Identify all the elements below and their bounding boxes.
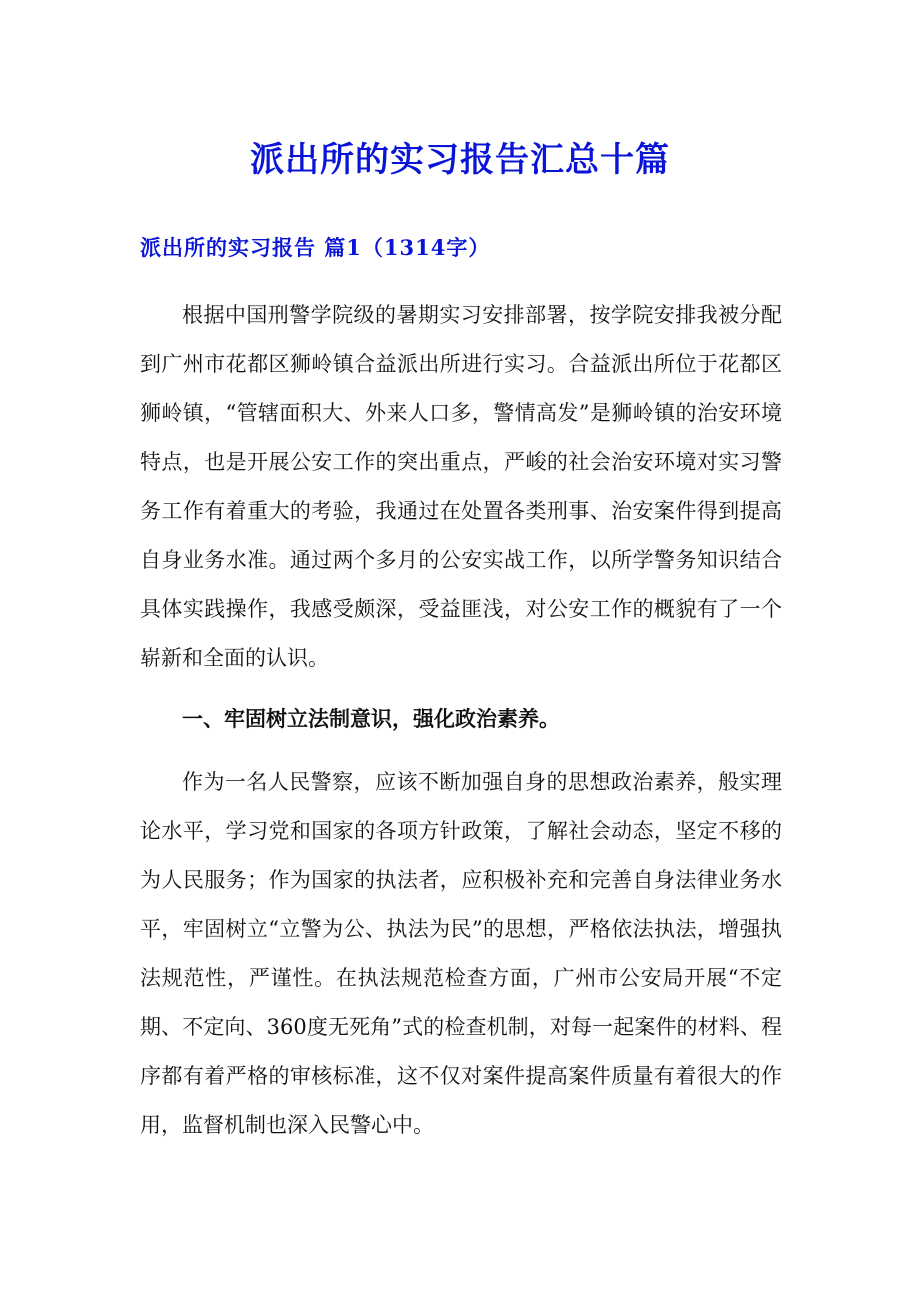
body-paragraph-1: 根据中国刑警学院级的暑期实习安排部署，按学院安排我被分配到广州市花都区狮岭镇合益派出所进行实习。合益派出所位于花都区狮岭镇，“管辖面积大、外来人口多，警情高发”是狮岭镇的治安环境特点，也是开展公安工作的突出重点，严峻的社会治安环境对实习警务工作有着重大的考验，我通过在处置各类刑事、治安案件得到提高自身业务水准。通过两个多月的公安实战工作，以所学警务知识结合具体实践操作，我感受颇深，受益匪浅，对公安工作的概貌有了一个崭新和全面的认识。	[140, 303, 782, 670]
document-title: 派出所的实习报告汇总十篇	[250, 140, 670, 180]
body-paragraph-2: 作为一名人民警察，应该不断加强自身的思想政治素养，般实理论水平，学习党和国家的各项方针政策，了解社会动态，坚定不移的为人民服务；作为国家的执法者，应积极补充和完善自身法律业务水平，牢固树立“立警为公、执法为民”的思想，严格依法执法，增强执法规范性，严谨性。在执法规范检查方面，广州市公安局开展“不定期、不定向、360度无死角”式的检查机制，对每一起案件的材料、程序都有着严格的审核标准，这不仅对案件提高案件质量有着很大的作用，监督机制也深入民警心中。	[140, 770, 782, 1137]
sub-heading-1: 一、牢固树立法制意识，强化政治素养。	[182, 706, 560, 731]
section-heading: 派出所的实习报告 篇1（1314字）	[140, 235, 491, 260]
